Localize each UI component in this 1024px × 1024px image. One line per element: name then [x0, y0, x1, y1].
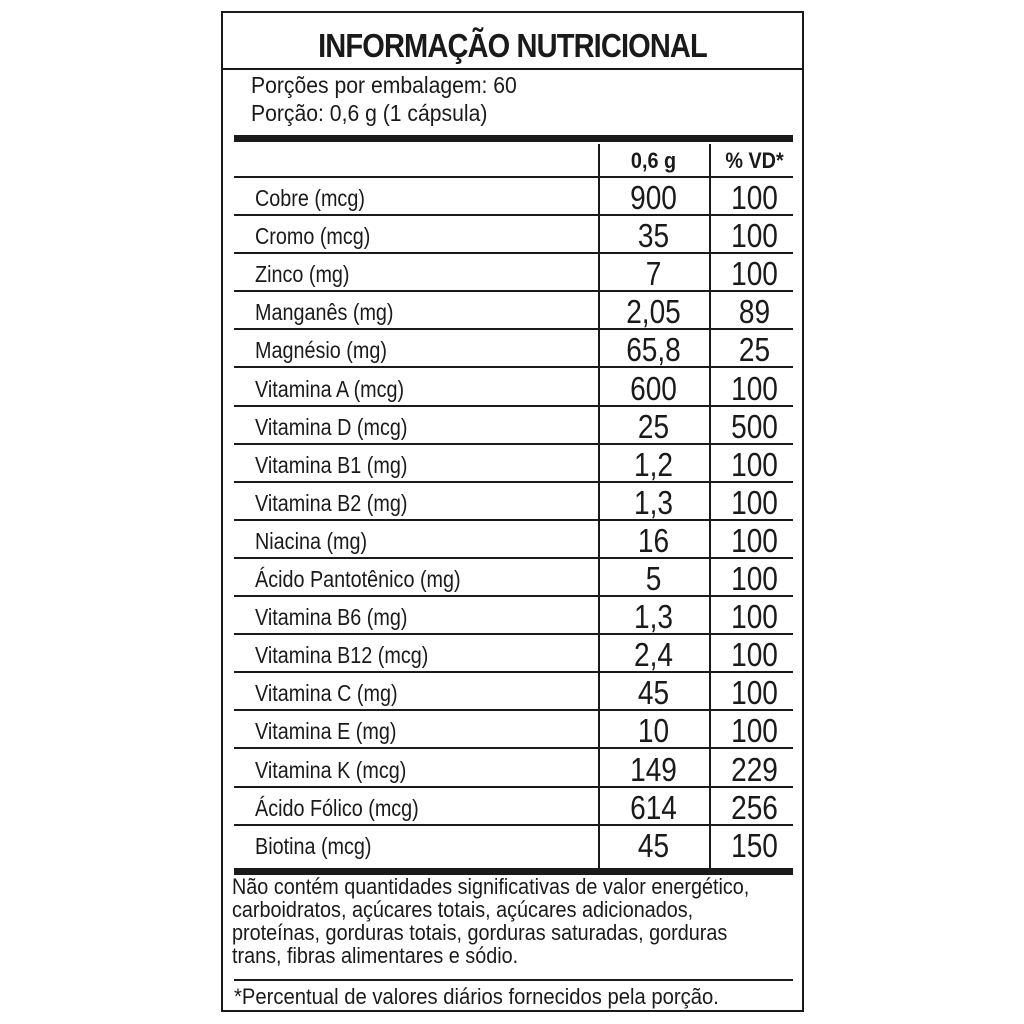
- nutrient-amount: 2,05: [626, 293, 681, 331]
- nutrient-amount: 2,4: [634, 636, 673, 674]
- nutrient-amount: 614: [630, 788, 677, 826]
- nutrient-amount: 35: [637, 217, 670, 255]
- disclaimer-line: proteínas, gorduras totais, gorduras saturadas, gorduras: [232, 920, 728, 945]
- nutrient-daily-value: 100: [731, 179, 778, 216]
- nutrient-daily-value: 100: [731, 674, 778, 712]
- header-daily-value: % VD*: [725, 148, 784, 173]
- nutrient-name: Vitamina B12 (mcg): [255, 642, 429, 669]
- nutrient-amount: 45: [637, 674, 670, 712]
- nutrient-name: Manganês (mg): [255, 299, 394, 326]
- daily-value-footnote: *Percentual de valores diários fornecidos pela porção.: [234, 984, 719, 1009]
- nutrient-name: Zinco (mg): [255, 261, 350, 288]
- nutrient-daily-value: 100: [731, 636, 778, 674]
- nutrient-amount: 16: [637, 521, 670, 559]
- nutrient-daily-value: 100: [731, 521, 778, 559]
- nutrient-table: [234, 144, 793, 868]
- nutrient-name: Vitamina K (mcg): [255, 756, 407, 783]
- nutrient-amount: 1,3: [634, 483, 673, 521]
- nutrient-name: Vitamina C (mg): [255, 680, 398, 707]
- nutrient-amount: 5: [645, 560, 662, 597]
- nutrient-name: Vitamina B6 (mg): [255, 604, 408, 631]
- title-divider: [223, 68, 802, 70]
- nutrient-amount: 45: [637, 826, 670, 864]
- nutrient-amount: 600: [630, 369, 677, 407]
- nutrient-name: Cromo (mcg): [255, 223, 371, 250]
- nutrient-daily-value: 500: [731, 407, 778, 445]
- thick-divider-top: [234, 135, 793, 142]
- label-title: INFORMAÇÃO NUTRICIONAL: [318, 27, 707, 64]
- nutrient-daily-value: 100: [731, 712, 778, 750]
- disclaimer-note: [232, 875, 790, 967]
- header-amount: 0,6 g: [630, 148, 677, 173]
- nutrient-name: Niacina (mg): [255, 527, 368, 554]
- nutrient-name: Cobre (mcg): [255, 185, 365, 211]
- nutrient-amount: 1,3: [634, 598, 673, 636]
- nutrient-name: Magnésio (mg): [255, 337, 387, 364]
- portion-size: Porção: 0,6 g (1 cápsula): [251, 100, 488, 126]
- column-divider-dv: [709, 144, 711, 868]
- nutrient-daily-value: 100: [731, 255, 778, 293]
- nutrient-daily-value: 100: [731, 598, 778, 636]
- nutrient-daily-value: 100: [731, 445, 778, 483]
- nutrient-daily-value: 100: [731, 217, 778, 255]
- column-divider-amount: [598, 144, 600, 868]
- nutrient-name: Ácido Pantotênico (mg): [255, 566, 461, 592]
- nutrient-daily-value: 229: [731, 750, 778, 788]
- nutrient-name: Vitamina B1 (mg): [255, 451, 408, 478]
- nutrient-name: Biotina (mcg): [255, 832, 372, 859]
- nutrient-daily-value: 100: [731, 483, 778, 521]
- disclaimer-line: trans, fibras alimentares e sódio.: [232, 943, 519, 968]
- nutrient-name: Vitamina E (mg): [255, 718, 397, 745]
- serving-info: [251, 71, 540, 127]
- nutrient-amount: 1,2: [634, 445, 673, 483]
- nutrient-name: Vitamina D (mcg): [255, 413, 408, 440]
- nutrient-name: Vitamina A (mcg): [255, 375, 405, 402]
- servings-per-package: Porções por embalagem: 60: [251, 72, 517, 98]
- nutrition-facts-label: [221, 11, 804, 1012]
- nutrient-daily-value: 256: [731, 788, 778, 826]
- nutrient-daily-value: 150: [731, 826, 778, 864]
- nutrient-daily-value: 100: [731, 560, 778, 597]
- disclaimer-line: Não contém quantidades significativas de valor energético,: [232, 874, 750, 899]
- nutrient-daily-value: 100: [731, 369, 778, 407]
- nutrient-daily-value: 89: [738, 293, 771, 331]
- disclaimer-line: carboidratos, açúcares totais, açúcares adicionados,: [232, 897, 694, 922]
- nutrient-amount: 149: [630, 750, 677, 788]
- nutrient-amount: 900: [630, 179, 677, 216]
- nutrient-amount: 10: [637, 712, 670, 750]
- nutrient-name: Vitamina B2 (mg): [255, 489, 408, 516]
- nutrient-name: Ácido Fólico (mcg): [255, 794, 419, 821]
- nutrient-daily-value: 25: [738, 331, 771, 369]
- nutrient-amount: 65,8: [626, 331, 681, 369]
- nutrient-amount: 25: [637, 407, 670, 445]
- nutrient-amount: 7: [645, 255, 662, 293]
